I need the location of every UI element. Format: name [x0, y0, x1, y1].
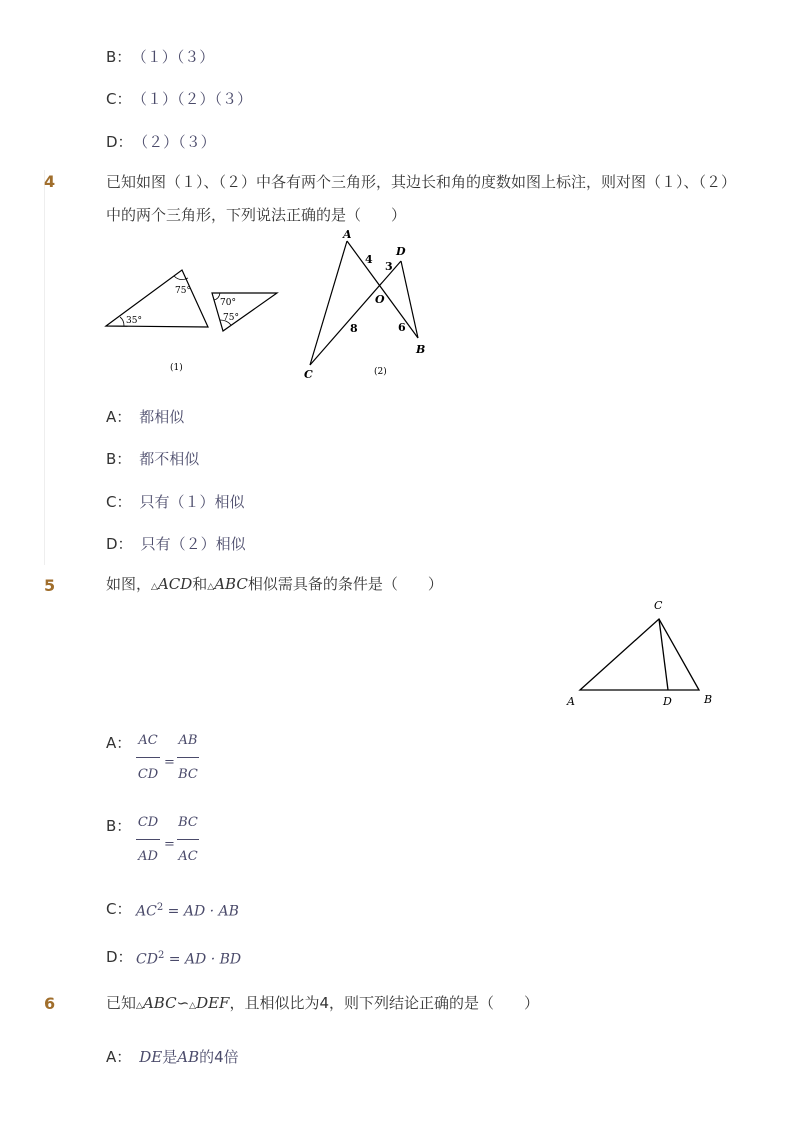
math-term: AC [136, 903, 157, 920]
equals-sign: = [164, 837, 175, 852]
point-label-c: C [304, 368, 313, 381]
math-term: ABC [214, 575, 248, 593]
option-key: C： [106, 90, 132, 108]
option-text: 都不相似 [139, 450, 200, 468]
math-term: DE [139, 1048, 163, 1066]
figure-caption: (2) [374, 367, 387, 377]
math-term: ACD [157, 575, 193, 593]
fraction-bar [177, 839, 199, 840]
question-text-line: 已知如图（１）、（２）中各有两个三角形，其边长和角的度数如图上标注，则对图（１）、（２） [106, 173, 737, 191]
triangle-symbol: △ [136, 1001, 143, 1011]
option-text: （１）（２）（３） [139, 90, 252, 108]
option-key: D： [106, 535, 133, 553]
point-label-c: C [654, 599, 663, 612]
point-label-d: D [663, 695, 672, 708]
similar-symbol: ∽ [176, 994, 190, 1012]
triangle-symbol: △ [151, 582, 158, 592]
side-length-label: 8 [350, 322, 358, 335]
point-label-a: A [343, 228, 352, 241]
question-text-part: 如图， [106, 575, 152, 593]
exponent: 2 [156, 902, 164, 913]
option-text: 都相似 [139, 408, 185, 426]
point-label-b: B [416, 343, 426, 356]
q4-option-a[interactable] [106, 406, 184, 427]
q4-option-d[interactable] [106, 533, 246, 554]
option-key: D： [106, 133, 133, 151]
q3-option-d[interactable] [106, 131, 216, 152]
triangle-shape [580, 619, 699, 690]
q3-option-c[interactable] [106, 88, 252, 109]
side-length-label: 4 [365, 253, 373, 266]
option-key: A： [106, 408, 132, 426]
option-key: B： [106, 817, 132, 835]
fraction-left [136, 815, 160, 864]
exponent: 2 [157, 950, 165, 961]
question-number: 4 [44, 172, 56, 191]
denominator: AC [178, 849, 198, 864]
option-key: B： [106, 450, 132, 468]
option-key: D： [106, 948, 133, 966]
angle-label: 75° [175, 286, 191, 296]
question-text-line: 中的两个三角形，下列说法正确的是（ ） [106, 206, 407, 224]
fraction-bar [136, 839, 160, 840]
denominator: CD [137, 767, 159, 782]
question-text [106, 568, 443, 604]
fraction-bar [177, 757, 199, 758]
option-key: C： [106, 493, 132, 511]
numerator: BC [178, 815, 198, 830]
denominator: BC [178, 767, 198, 782]
math-term: = AD · AB [163, 903, 239, 920]
point-label-o: O [375, 293, 385, 306]
side-length-label: 6 [398, 321, 406, 334]
q4-option-b[interactable] [106, 448, 199, 469]
segment-cd [310, 261, 401, 365]
math-term: AB [177, 1048, 200, 1066]
option-text: （２）（３） [140, 133, 216, 151]
angle-label: 35° [126, 316, 142, 326]
segment-ac [310, 241, 347, 365]
question-text-part: 相似需具备的条件是（ ） [247, 575, 443, 593]
question-text [106, 166, 736, 232]
equals-sign: = [164, 755, 175, 770]
point-label-d: D [396, 245, 406, 258]
fraction-right [177, 815, 199, 864]
segment-cd [659, 619, 668, 690]
option-key: A： [106, 1048, 132, 1066]
denominator: AD [138, 849, 158, 864]
fraction-bar [136, 757, 160, 758]
numerator: AB [178, 733, 198, 748]
math-term: CD [136, 951, 158, 968]
question-number: 5 [44, 576, 56, 595]
option-text: （１）（３） [139, 48, 215, 66]
math-term: DEF [196, 994, 230, 1012]
numerator: AC [138, 733, 158, 748]
question-text-part: 已知 [106, 994, 137, 1012]
q5-figure [560, 595, 720, 715]
option-text: 只有（２）相似 [140, 535, 246, 553]
q4-figure-2 [295, 225, 435, 385]
option-text: 只有（１）相似 [139, 493, 245, 511]
option-key: B： [106, 48, 132, 66]
point-label-a: A [567, 695, 575, 708]
math-term: ABC [142, 994, 177, 1012]
figure-caption: (1) [170, 363, 183, 373]
option-key: C： [106, 900, 132, 918]
point-label-b: B [704, 693, 713, 706]
q3-option-b[interactable] [106, 46, 214, 67]
triangle-symbol: △ [207, 582, 215, 592]
numerator: CD [137, 815, 159, 830]
q4-figure-1 [100, 260, 285, 380]
question-text-part: ，且相似比为4，则下列结论正确的是（ ） [229, 994, 539, 1012]
side-length-label: 3 [385, 260, 393, 273]
angle-arc [120, 317, 124, 326]
angle-label: 70° [220, 298, 236, 308]
option-key: A： [106, 734, 132, 752]
option-text [139, 1048, 238, 1066]
q4-option-c[interactable] [106, 491, 245, 512]
question-number: 6 [44, 994, 56, 1013]
question-divider-line [44, 170, 45, 565]
option-text-part: 是 [162, 1048, 178, 1066]
equation [136, 950, 241, 968]
fraction-right [177, 733, 199, 782]
triangle-symbol: △ [189, 1001, 197, 1011]
question-text [106, 987, 539, 1023]
question-text-part: 和 [192, 575, 208, 593]
q6-option-a[interactable] [106, 1046, 239, 1067]
fraction-left [136, 733, 160, 782]
equation [136, 902, 239, 920]
angle-label: 75° [223, 313, 239, 323]
math-term: = AD · BD [164, 951, 242, 968]
option-text-part: 的4倍 [199, 1048, 239, 1066]
